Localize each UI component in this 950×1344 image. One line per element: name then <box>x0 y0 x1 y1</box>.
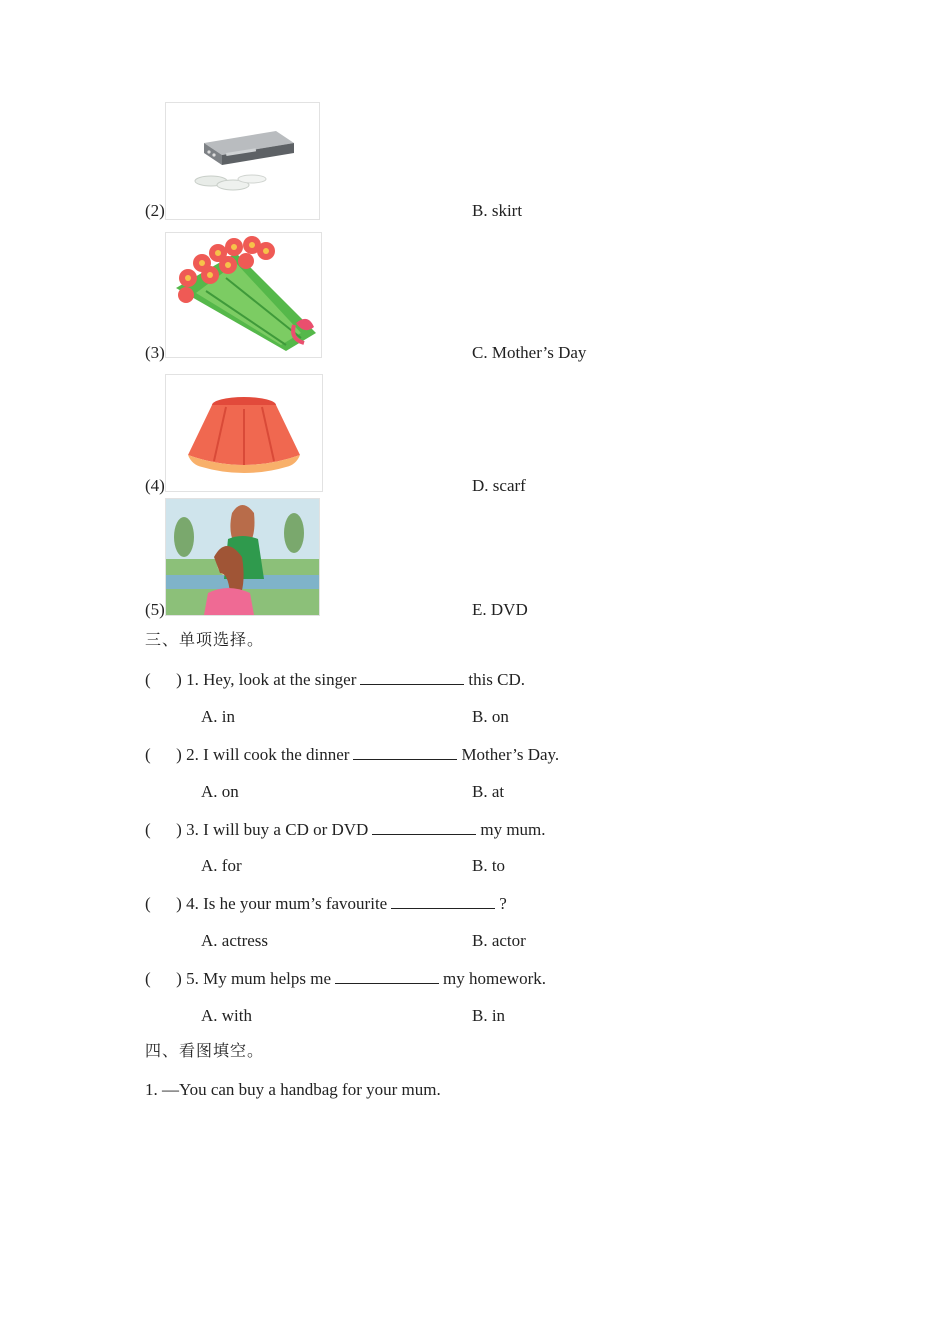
question-3-option-a: A. for <box>201 856 242 875</box>
question-5-option-a: A. with <box>201 1006 252 1025</box>
skirt-picture <box>165 374 323 492</box>
answer-blank[interactable] <box>335 969 439 984</box>
question-5-option-b: B. in <box>472 1006 506 1025</box>
question-text-before: 2. I will cook the dinner <box>186 745 350 764</box>
question-text-before: 3. I will buy a CD or DVD <box>186 820 369 839</box>
question-4-option-b: B. actor <box>472 931 526 950</box>
match-option-b: B. skirt <box>472 201 523 220</box>
flower-bouquet-icon <box>166 233 321 357</box>
question-1 <box>145 670 525 688</box>
flower-bouquet-picture <box>165 232 322 358</box>
answer-blank[interactable] <box>353 745 457 760</box>
match-number-5: (5) <box>145 600 165 619</box>
question-text-before: 5. My mum helps me <box>186 969 332 988</box>
answer-blank[interactable] <box>391 894 495 909</box>
skirt-icon <box>166 375 322 491</box>
question-1-option-b: B. on <box>472 707 509 726</box>
answer-paren[interactable]: ( ) <box>145 820 182 839</box>
match-option-c: C. Mother’s Day <box>472 343 587 362</box>
question-3-option-b: B. to <box>472 856 506 875</box>
question-text-after: ? <box>499 894 507 913</box>
question-4-option-a: A. actress <box>201 931 269 950</box>
question-text-after: this CD. <box>468 670 526 689</box>
answer-blank[interactable] <box>360 670 464 685</box>
question-text-after: Mother’s Day. <box>461 745 560 764</box>
question-5 <box>145 969 546 987</box>
answer-paren[interactable]: ( ) <box>145 745 182 764</box>
question-2 <box>145 745 559 763</box>
question-2-option-b: B. at <box>472 782 505 801</box>
match-option-e: E. DVD <box>472 600 528 619</box>
section4-heading: 四、看图填空。 <box>145 1041 265 1060</box>
question-4 <box>145 894 507 912</box>
section4-line-1: 1. —You can buy a handbag for your mum. <box>145 1080 441 1099</box>
match-number-3: (3) <box>145 343 165 362</box>
answer-paren[interactable]: ( ) <box>145 670 182 689</box>
question-3 <box>145 820 546 838</box>
section3-heading: 三、单项选择。 <box>145 630 265 649</box>
answer-paren[interactable]: ( ) <box>145 969 182 988</box>
match-number-4: (4) <box>145 476 165 495</box>
question-1-option-a: A. in <box>201 707 235 726</box>
mother-daughter-icon <box>166 499 319 615</box>
question-text-after: my mum. <box>480 820 546 839</box>
dvd-player-picture <box>165 102 320 220</box>
answer-paren[interactable]: ( ) <box>145 894 182 913</box>
question-text-before: 1. Hey, look at the singer <box>186 670 357 689</box>
question-text-before: 4. Is he your mum’s favourite <box>186 894 388 913</box>
dvd-player-icon <box>166 103 319 219</box>
match-option-d: D. scarf <box>472 476 526 495</box>
answer-blank[interactable] <box>372 820 476 835</box>
question-text-after: my homework. <box>443 969 546 988</box>
match-number-2: (2) <box>145 201 165 220</box>
question-2-option-a: A. on <box>201 782 239 801</box>
mother-daughter-picture <box>165 498 320 616</box>
